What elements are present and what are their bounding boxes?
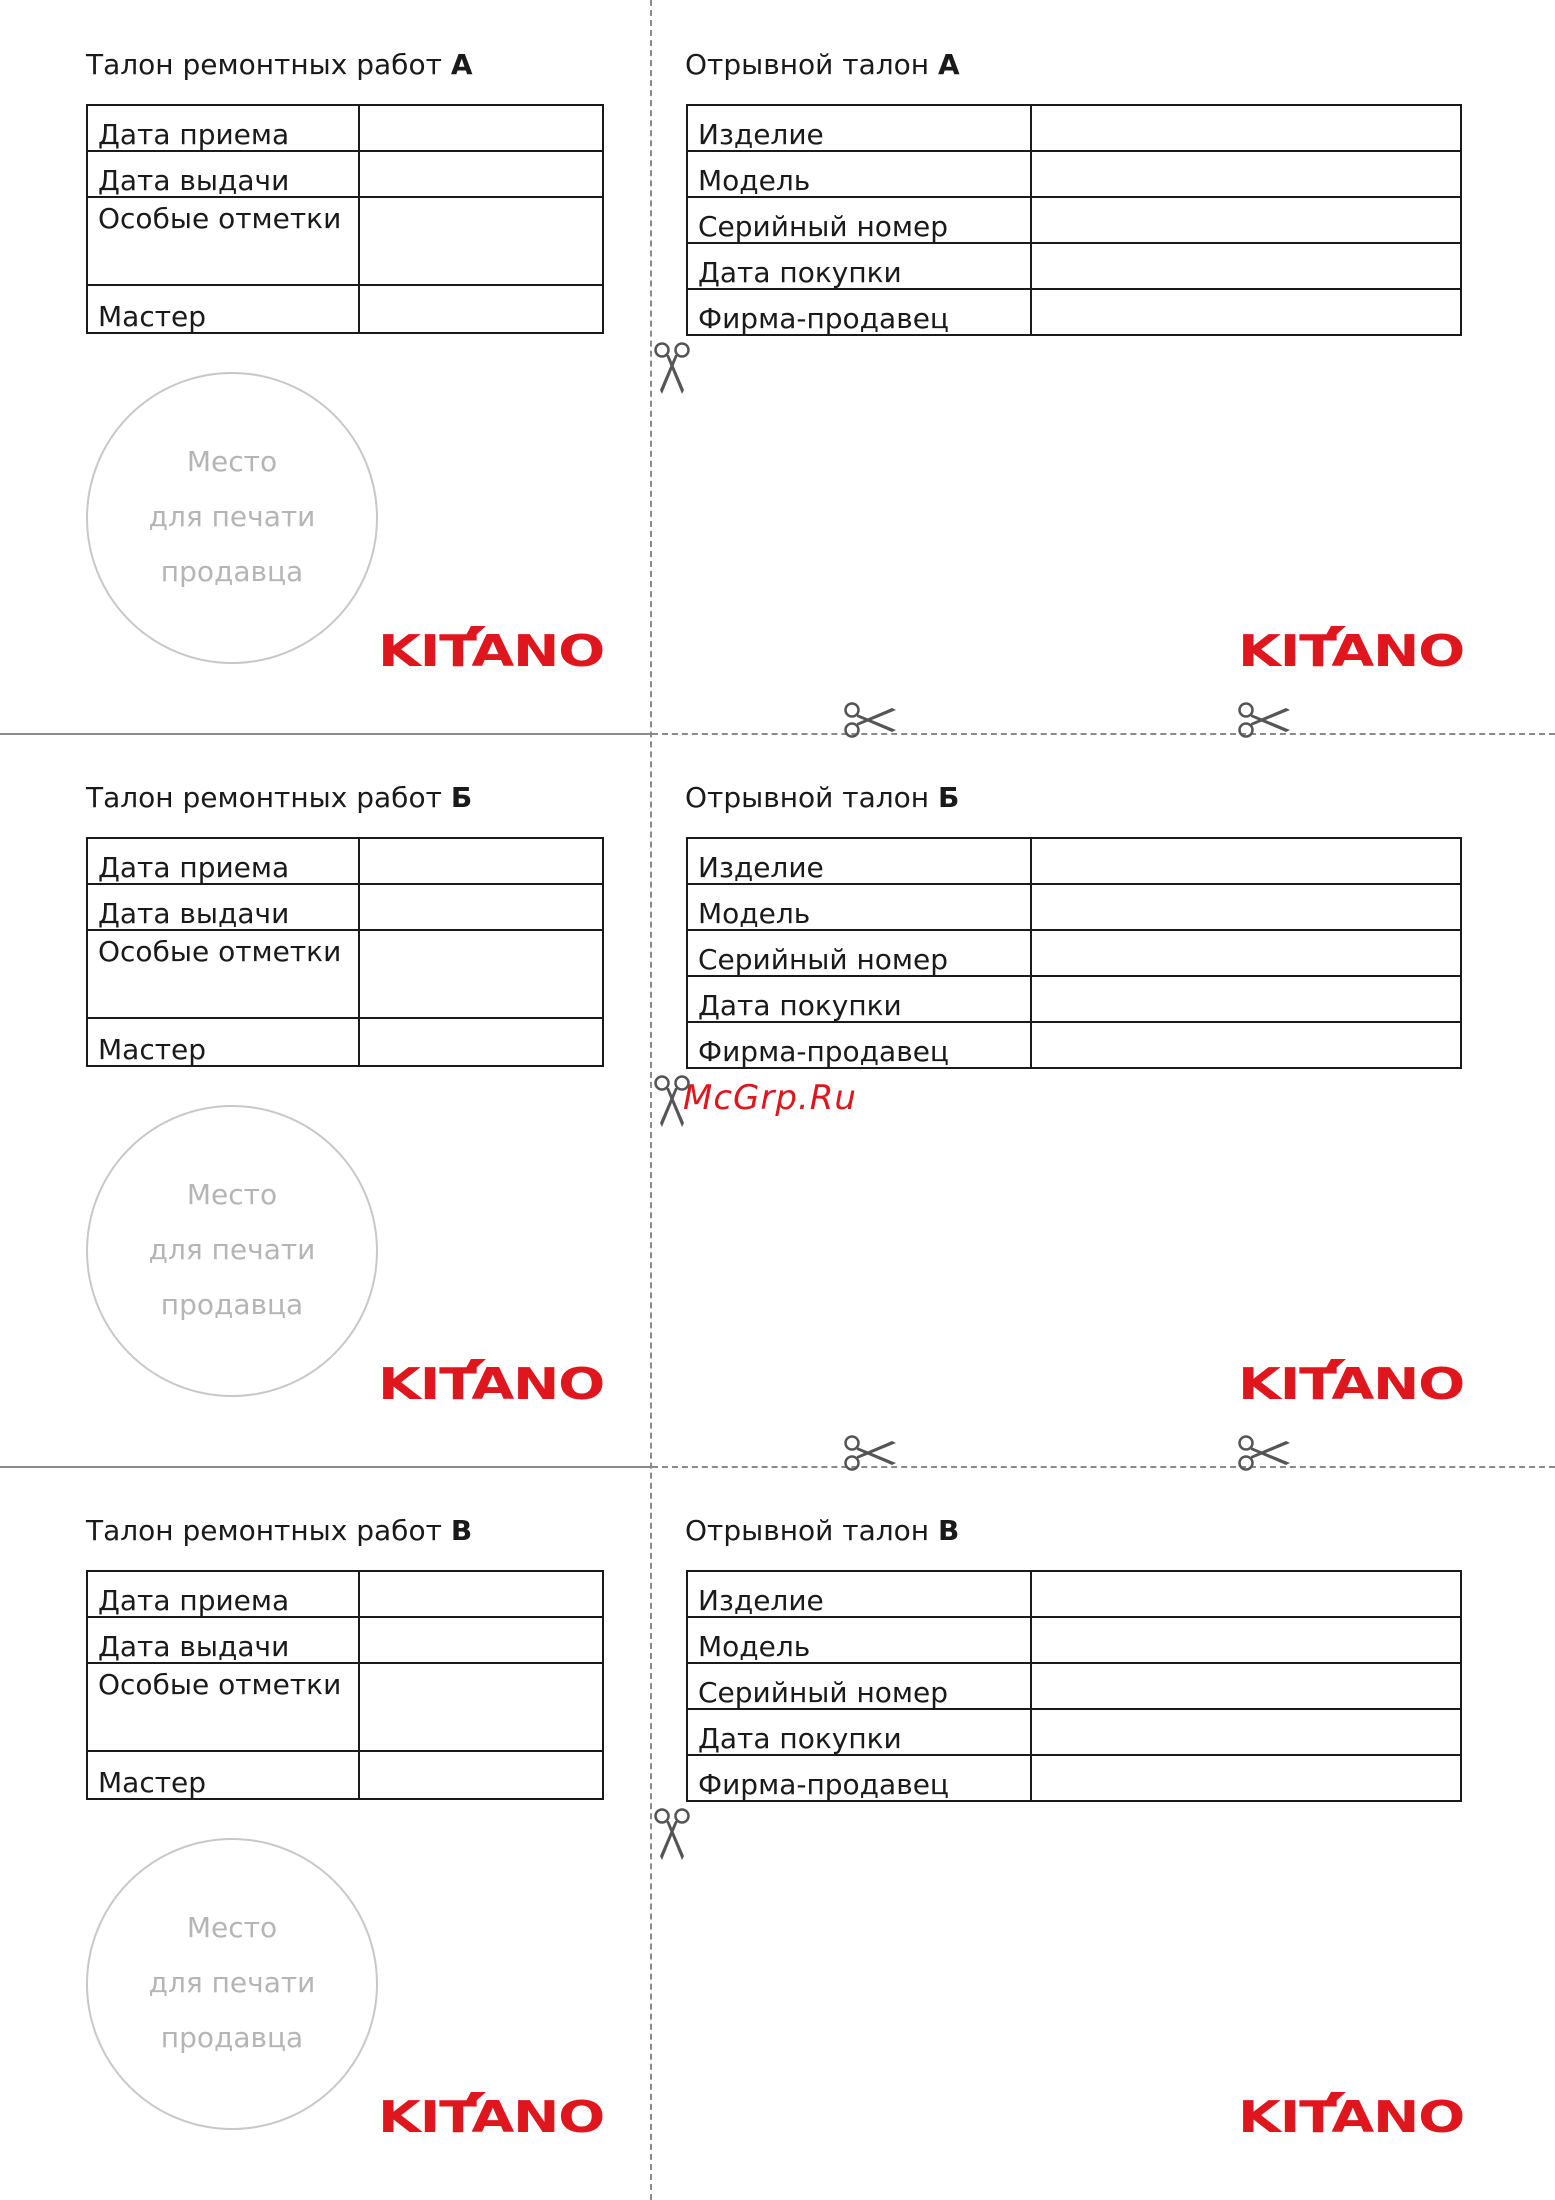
field-label: Изделие	[687, 105, 1031, 151]
field-label: Серийный номер	[687, 197, 1031, 243]
seller-stamp-area	[86, 1105, 378, 1397]
table-row	[687, 1571, 1461, 1617]
field-value-blank[interactable]	[1031, 197, 1461, 243]
field-label: Фирма-продавец	[687, 1755, 1031, 1801]
table-row	[687, 243, 1461, 289]
kitano-logo	[1238, 2092, 1466, 2138]
tear-off-coupon-title-text: Отрывной талон	[685, 781, 930, 814]
tear-off-coupon-title	[685, 48, 960, 82]
table-row	[687, 151, 1461, 197]
watermark-text: McGrp.Ru	[683, 1078, 857, 1118]
scissors-icon	[652, 1073, 692, 1129]
table-row	[87, 197, 603, 285]
field-value-blank[interactable]	[1031, 976, 1461, 1022]
stamp-text: Место	[186, 445, 278, 478]
stamp-text: продавца	[160, 555, 304, 588]
repair-coupon-title-text: Талон ремонтных работ	[86, 48, 442, 81]
field-value-blank[interactable]	[359, 1018, 603, 1066]
scissors-icon	[1236, 700, 1292, 740]
field-value-blank[interactable]	[1031, 1571, 1461, 1617]
tear-off-coupon-title-text: Отрывной талон	[685, 1514, 930, 1547]
field-value-blank[interactable]	[1031, 1663, 1461, 1709]
stamp-text: для печати	[148, 1233, 316, 1266]
table-row	[87, 1617, 603, 1663]
field-value-blank[interactable]	[359, 930, 603, 1018]
coupon-letter: В	[450, 1514, 473, 1547]
kitano-logo	[378, 2092, 606, 2138]
field-label: Фирма-продавец	[687, 1022, 1031, 1068]
tear-off-coupon-title	[685, 781, 959, 815]
field-label: Дата выдачи	[87, 884, 359, 930]
table-row	[687, 930, 1461, 976]
field-label: Дата покупки	[687, 1709, 1031, 1755]
field-value-blank[interactable]	[359, 197, 603, 285]
coupon-letter: Б	[937, 781, 960, 814]
tear-off-coupon-title	[685, 1514, 959, 1548]
tear-off-table	[686, 837, 1462, 1069]
table-row	[687, 1617, 1461, 1663]
repair-work-table	[86, 1570, 604, 1800]
table-row	[687, 884, 1461, 930]
repair-coupon-title	[86, 1514, 472, 1548]
stamp-text: продавца	[160, 2021, 304, 2054]
table-row	[687, 1755, 1461, 1801]
field-value-blank[interactable]	[1031, 930, 1461, 976]
table-row	[87, 1751, 603, 1799]
field-value-blank[interactable]	[1031, 838, 1461, 884]
coupon-letter: Б	[450, 781, 473, 814]
coupon-section	[0, 1466, 1555, 2199]
table-row	[687, 838, 1461, 884]
field-value-blank[interactable]	[359, 285, 603, 333]
field-label: Модель	[687, 151, 1031, 197]
field-value-blank[interactable]	[1031, 151, 1461, 197]
kitano-logo	[378, 1359, 606, 1405]
repair-coupon-title-text: Талон ремонтных работ	[86, 1514, 442, 1547]
field-value-blank[interactable]	[1031, 884, 1461, 930]
field-label: Дата приема	[87, 838, 359, 884]
field-label: Дата покупки	[687, 976, 1031, 1022]
coupon-letter: А	[937, 48, 960, 81]
repair-work-table	[86, 837, 604, 1067]
field-label: Модель	[687, 884, 1031, 930]
table-row	[87, 151, 603, 197]
scissors-icon	[652, 1806, 692, 1862]
field-value-blank[interactable]	[1031, 289, 1461, 335]
kitano-logo	[1238, 626, 1466, 672]
field-value-blank[interactable]	[359, 151, 603, 197]
stamp-text: Место	[186, 1911, 278, 1944]
table-row	[87, 1663, 603, 1751]
field-label: Дата приема	[87, 1571, 359, 1617]
coupon-letter: В	[937, 1514, 960, 1547]
kitano-logo	[1238, 1359, 1466, 1405]
field-value-blank[interactable]	[359, 1617, 603, 1663]
table-row	[87, 884, 603, 930]
field-label: Мастер	[87, 1751, 359, 1799]
table-row	[87, 105, 603, 151]
coupon-section	[0, 0, 1555, 733]
scissors-icon	[652, 340, 692, 396]
repair-coupon-title	[86, 48, 472, 82]
tear-off-table	[686, 1570, 1462, 1802]
stamp-text: продавца	[160, 1288, 304, 1321]
field-label: Дата приема	[87, 105, 359, 151]
tear-off-coupon-title-text: Отрывной талон	[685, 48, 930, 81]
field-value-blank[interactable]	[1031, 1617, 1461, 1663]
table-row	[687, 1709, 1461, 1755]
table-row	[87, 285, 603, 333]
table-row	[87, 838, 603, 884]
kitano-logo	[378, 626, 606, 672]
stamp-text: Место	[186, 1178, 278, 1211]
field-label: Дата покупки	[687, 243, 1031, 289]
field-label: Дата выдачи	[87, 1617, 359, 1663]
stamp-text: для печати	[148, 1966, 316, 1999]
table-row	[87, 930, 603, 1018]
table-row	[687, 105, 1461, 151]
repair-coupon-title	[86, 781, 472, 815]
field-label: Серийный номер	[687, 1663, 1031, 1709]
table-row	[687, 1663, 1461, 1709]
table-row	[687, 976, 1461, 1022]
field-label: Особые отметки	[87, 197, 359, 285]
field-value-blank[interactable]	[359, 884, 603, 930]
field-label: Особые отметки	[87, 1663, 359, 1751]
table-row	[687, 1022, 1461, 1068]
repair-work-table	[86, 104, 604, 334]
table-row	[687, 289, 1461, 335]
scissors-icon	[842, 700, 898, 740]
table-row	[87, 1018, 603, 1066]
field-value-blank[interactable]	[359, 1663, 603, 1751]
field-value-blank[interactable]	[1031, 243, 1461, 289]
tear-off-table	[686, 104, 1462, 336]
field-label: Изделие	[687, 838, 1031, 884]
coupon-letter: А	[450, 48, 473, 81]
table-row	[687, 197, 1461, 243]
field-label: Мастер	[87, 1018, 359, 1066]
seller-stamp-area	[86, 372, 378, 664]
field-label: Серийный номер	[687, 930, 1031, 976]
field-value-blank[interactable]	[1031, 1022, 1461, 1068]
field-label: Изделие	[687, 1571, 1031, 1617]
scissors-icon	[1236, 1433, 1292, 1473]
field-label: Модель	[687, 1617, 1031, 1663]
repair-coupon-title-text: Талон ремонтных работ	[86, 781, 442, 814]
table-row	[87, 1571, 603, 1617]
field-value-blank[interactable]	[359, 1751, 603, 1799]
field-value-blank[interactable]	[1031, 105, 1461, 151]
field-value-blank[interactable]	[359, 105, 603, 151]
field-label: Особые отметки	[87, 930, 359, 1018]
seller-stamp-area	[86, 1838, 378, 2130]
field-value-blank[interactable]	[1031, 1755, 1461, 1801]
stamp-text: для печати	[148, 500, 316, 533]
field-value-blank[interactable]	[359, 1571, 603, 1617]
field-label: Фирма-продавец	[687, 289, 1031, 335]
scissors-icon	[842, 1433, 898, 1473]
field-label: Мастер	[87, 285, 359, 333]
field-label: Дата выдачи	[87, 151, 359, 197]
field-value-blank[interactable]	[1031, 1709, 1461, 1755]
field-value-blank[interactable]	[359, 838, 603, 884]
